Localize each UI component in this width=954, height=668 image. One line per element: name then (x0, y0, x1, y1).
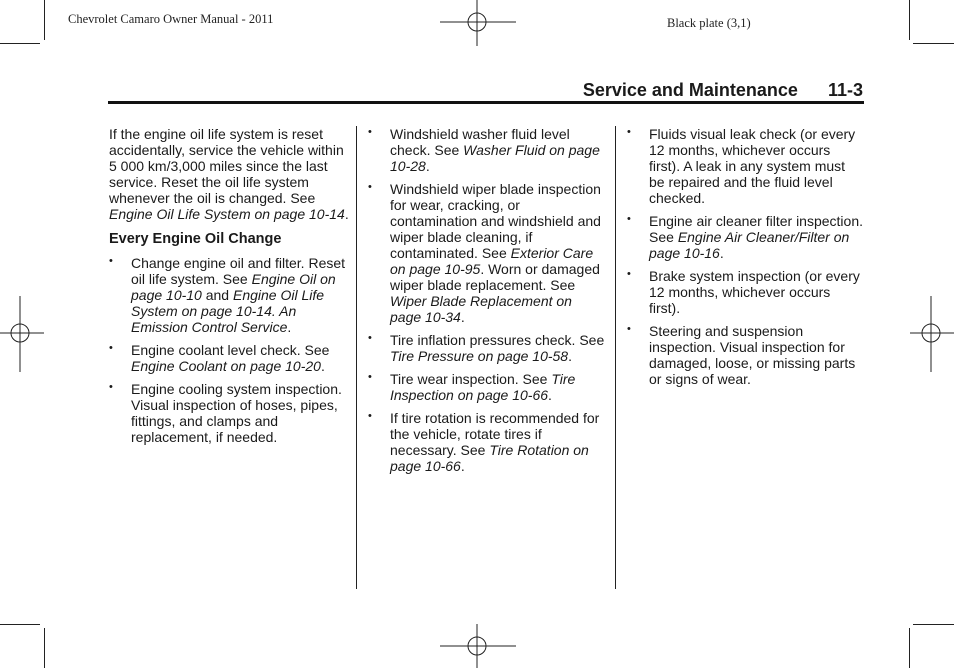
bullet-icon: • (627, 126, 631, 138)
list-item: • Engine coolant level check. See Engine Coolant on page 10-20. (109, 342, 330, 374)
bullet-icon: • (109, 255, 113, 267)
crop-mark-bottom-right-v (909, 628, 910, 668)
registration-mark-right (910, 296, 954, 372)
list-item: • Engine cooling system inspection. Visual inspection of hoses, pipes, fittings, and clamps and replacement, if needed. (109, 381, 342, 445)
bullet-icon: • (368, 410, 372, 422)
list-item: • Tire inflation pressures check. See Tire Pressure on page 10-58. (368, 332, 605, 364)
column-divider-2 (615, 126, 616, 589)
intro-text: If the engine oil life system is reset accidentally, service the vehicle within 5 000 km/3,000 miles since the last service. Reset the oil life system whenever the oil is changed. See (109, 126, 344, 206)
intro-reference: Engine Oil Life System on page 10-14 (109, 206, 345, 222)
list-item: • Windshield washer fluid level check. See Washer Fluid on page 10-28. (368, 126, 600, 174)
crop-mark-bottom-right-h (913, 624, 954, 625)
crop-mark-top-right-h (913, 43, 954, 44)
bullet-icon: • (368, 332, 372, 344)
list-item: • Brake system inspection (or every 12 months, whichever occurs first). (627, 268, 860, 316)
list-item: • Engine air cleaner filter inspection. See Engine Air Cleaner/Filter on page 10-16. (627, 213, 864, 261)
bullet-icon: • (368, 181, 372, 193)
crop-mark-top-right-v (909, 0, 910, 40)
bullet-icon: • (368, 126, 372, 138)
subheading: Every Engine Oil Change (109, 231, 282, 247)
list-item: • Steering and suspension inspection. Visual inspection for damaged, loose, or missing parts or signs of wear. (627, 323, 856, 387)
registration-mark-bottom (440, 622, 516, 668)
crop-mark-bottom-left-h (0, 624, 40, 625)
registration-mark-left (0, 296, 44, 372)
bullet-icon: • (109, 381, 113, 393)
list-item: • Tire wear inspection. See Tire Inspection on page 10-66. (368, 371, 576, 403)
bullet-icon: • (627, 213, 631, 225)
list-item: • If tire rotation is recommended for the vehicle, rotate tires if necessary. See Tire Rotation on page 10-66. (368, 410, 600, 474)
list-item: • Windshield wiper blade inspection for wear, cracking, or contamination and windshield and wiper blade cleaning, if contaminated. See Exterior Care on page 10-95. Worn or damaged wiper blade replacement. See Wiper Blade Replacement on page 10-34. (368, 181, 601, 325)
bullet-icon: • (109, 342, 113, 354)
bullet-icon: • (627, 323, 631, 335)
crop-mark-bottom-left-v (44, 628, 45, 668)
list-item: • Fluids visual leak check (or every 12 months, whichever occurs first). A leak in any system must be repaired and the fluid level checked. (627, 126, 856, 206)
column-1 (109, 126, 349, 452)
oil-change-list (109, 255, 349, 445)
bullet-icon: • (627, 268, 631, 280)
column-3 (627, 126, 864, 394)
inspection-list-3 (627, 126, 864, 387)
list-item: • Change engine oil and filter. Reset oil life system. See Engine Oil on page 10-10 and Engine Oil Life System on page 10-14. An Emission Control Service. (109, 255, 346, 335)
inspection-list-2 (368, 126, 605, 474)
column-divider-1 (356, 126, 357, 589)
plate-label: Black plate (3,1) (667, 16, 751, 30)
column-2 (368, 126, 605, 481)
bullet-icon: • (368, 371, 372, 383)
intro-paragraph: If the engine oil life system is reset accidentally, service the vehicle within 5 000 km/3,000 miles since the last service. Reset the oil life system whenever the oil is changed. See Engine Oil Life System on page 10-14. (109, 126, 349, 222)
manual-title: Chevrolet Camaro Owner Manual - 2011 (68, 12, 274, 26)
header-rule (108, 101, 864, 104)
section-title: Service and Maintenance (582, 80, 798, 100)
crop-mark-top-left-v (44, 0, 45, 40)
section-heading (583, 80, 863, 101)
page-number: 11-3 (827, 80, 863, 100)
crop-mark-top-left-h (0, 43, 40, 44)
registration-mark-top (440, 0, 516, 50)
